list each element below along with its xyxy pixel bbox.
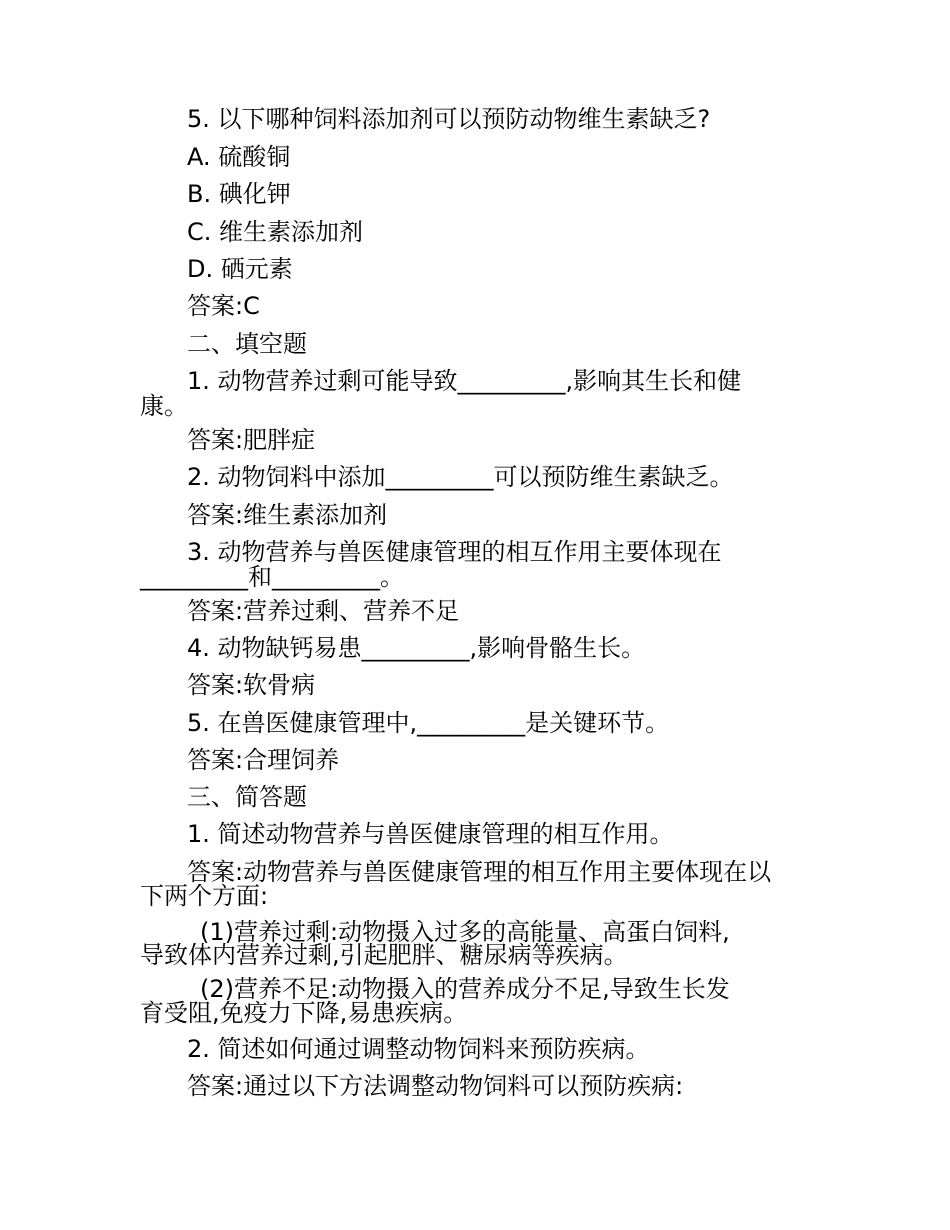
- answer-short-1-line-1: 答案:动物营养与兽医健康管理的相互作用主要体现在以: [187, 858, 772, 886]
- fill-3-line-1: 3. 动物营养与兽医健康管理的相互作用主要体现在: [187, 538, 722, 566]
- option-c: C. 维生素添加剂: [187, 218, 364, 246]
- short-2: 2. 简述如何通过调整动物饲料来预防疾病。: [187, 1035, 650, 1063]
- answer-short-1-line-2: 下两个方面:: [140, 882, 269, 910]
- point-1-line-2: 导致体内营养过剩,引起肥胖、糖尿病等疾病。: [140, 941, 628, 969]
- point-2-line-1: (2)营养不足:动物摄入的营养成分不足,导致生长发: [200, 975, 730, 1003]
- answer-fill-4: 答案:软骨病: [187, 671, 316, 699]
- answer-fill-3: 答案:营养过剩、营养不足: [187, 597, 460, 625]
- answer-fill-1: 答案:肥胖症: [187, 426, 316, 454]
- section-fill-blank-heading: 二、填空题: [187, 330, 307, 358]
- fill-3-line-2: _________和_________。: [140, 563, 404, 591]
- short-1: 1. 简述动物营养与兽医健康管理的相互作用。: [187, 820, 674, 848]
- answer-q5: 答案:C: [187, 292, 260, 320]
- fill-1-line-1: 1. 动物营养过剩可能导致_________,影响其生长和健: [187, 367, 742, 395]
- fill-2: 2. 动物饲料中添加_________可以预防维生素缺乏。: [187, 463, 734, 491]
- question-5: 5. 以下哪种饲料添加剂可以预防动物维生素缺乏?: [187, 105, 711, 133]
- option-b: B. 碘化钾: [187, 180, 291, 208]
- fill-4: 4. 动物缺钙易患_________,影响骨骼生长。: [187, 634, 646, 662]
- section-short-answer-heading: 三、简答题: [187, 783, 307, 811]
- answer-fill-2: 答案:维生素添加剂: [187, 501, 388, 529]
- option-a: A. 硫酸铜: [187, 143, 291, 171]
- fill-1-line-2: 康。: [140, 392, 188, 420]
- answer-short-2: 答案:通过以下方法调整动物饲料可以预防疾病:: [187, 1072, 684, 1100]
- option-d: D. 硒元素: [187, 255, 293, 283]
- point-2-line-2: 育受阻,免疫力下降,易患疾病。: [140, 999, 468, 1027]
- fill-5: 5. 在兽医健康管理中,_________是关键环节。: [187, 709, 670, 737]
- answer-fill-5: 答案:合理饲养: [187, 746, 340, 774]
- point-1-line-1: (1)营养过剩:动物摄入过多的高能量、高蛋白饲料,: [200, 918, 730, 946]
